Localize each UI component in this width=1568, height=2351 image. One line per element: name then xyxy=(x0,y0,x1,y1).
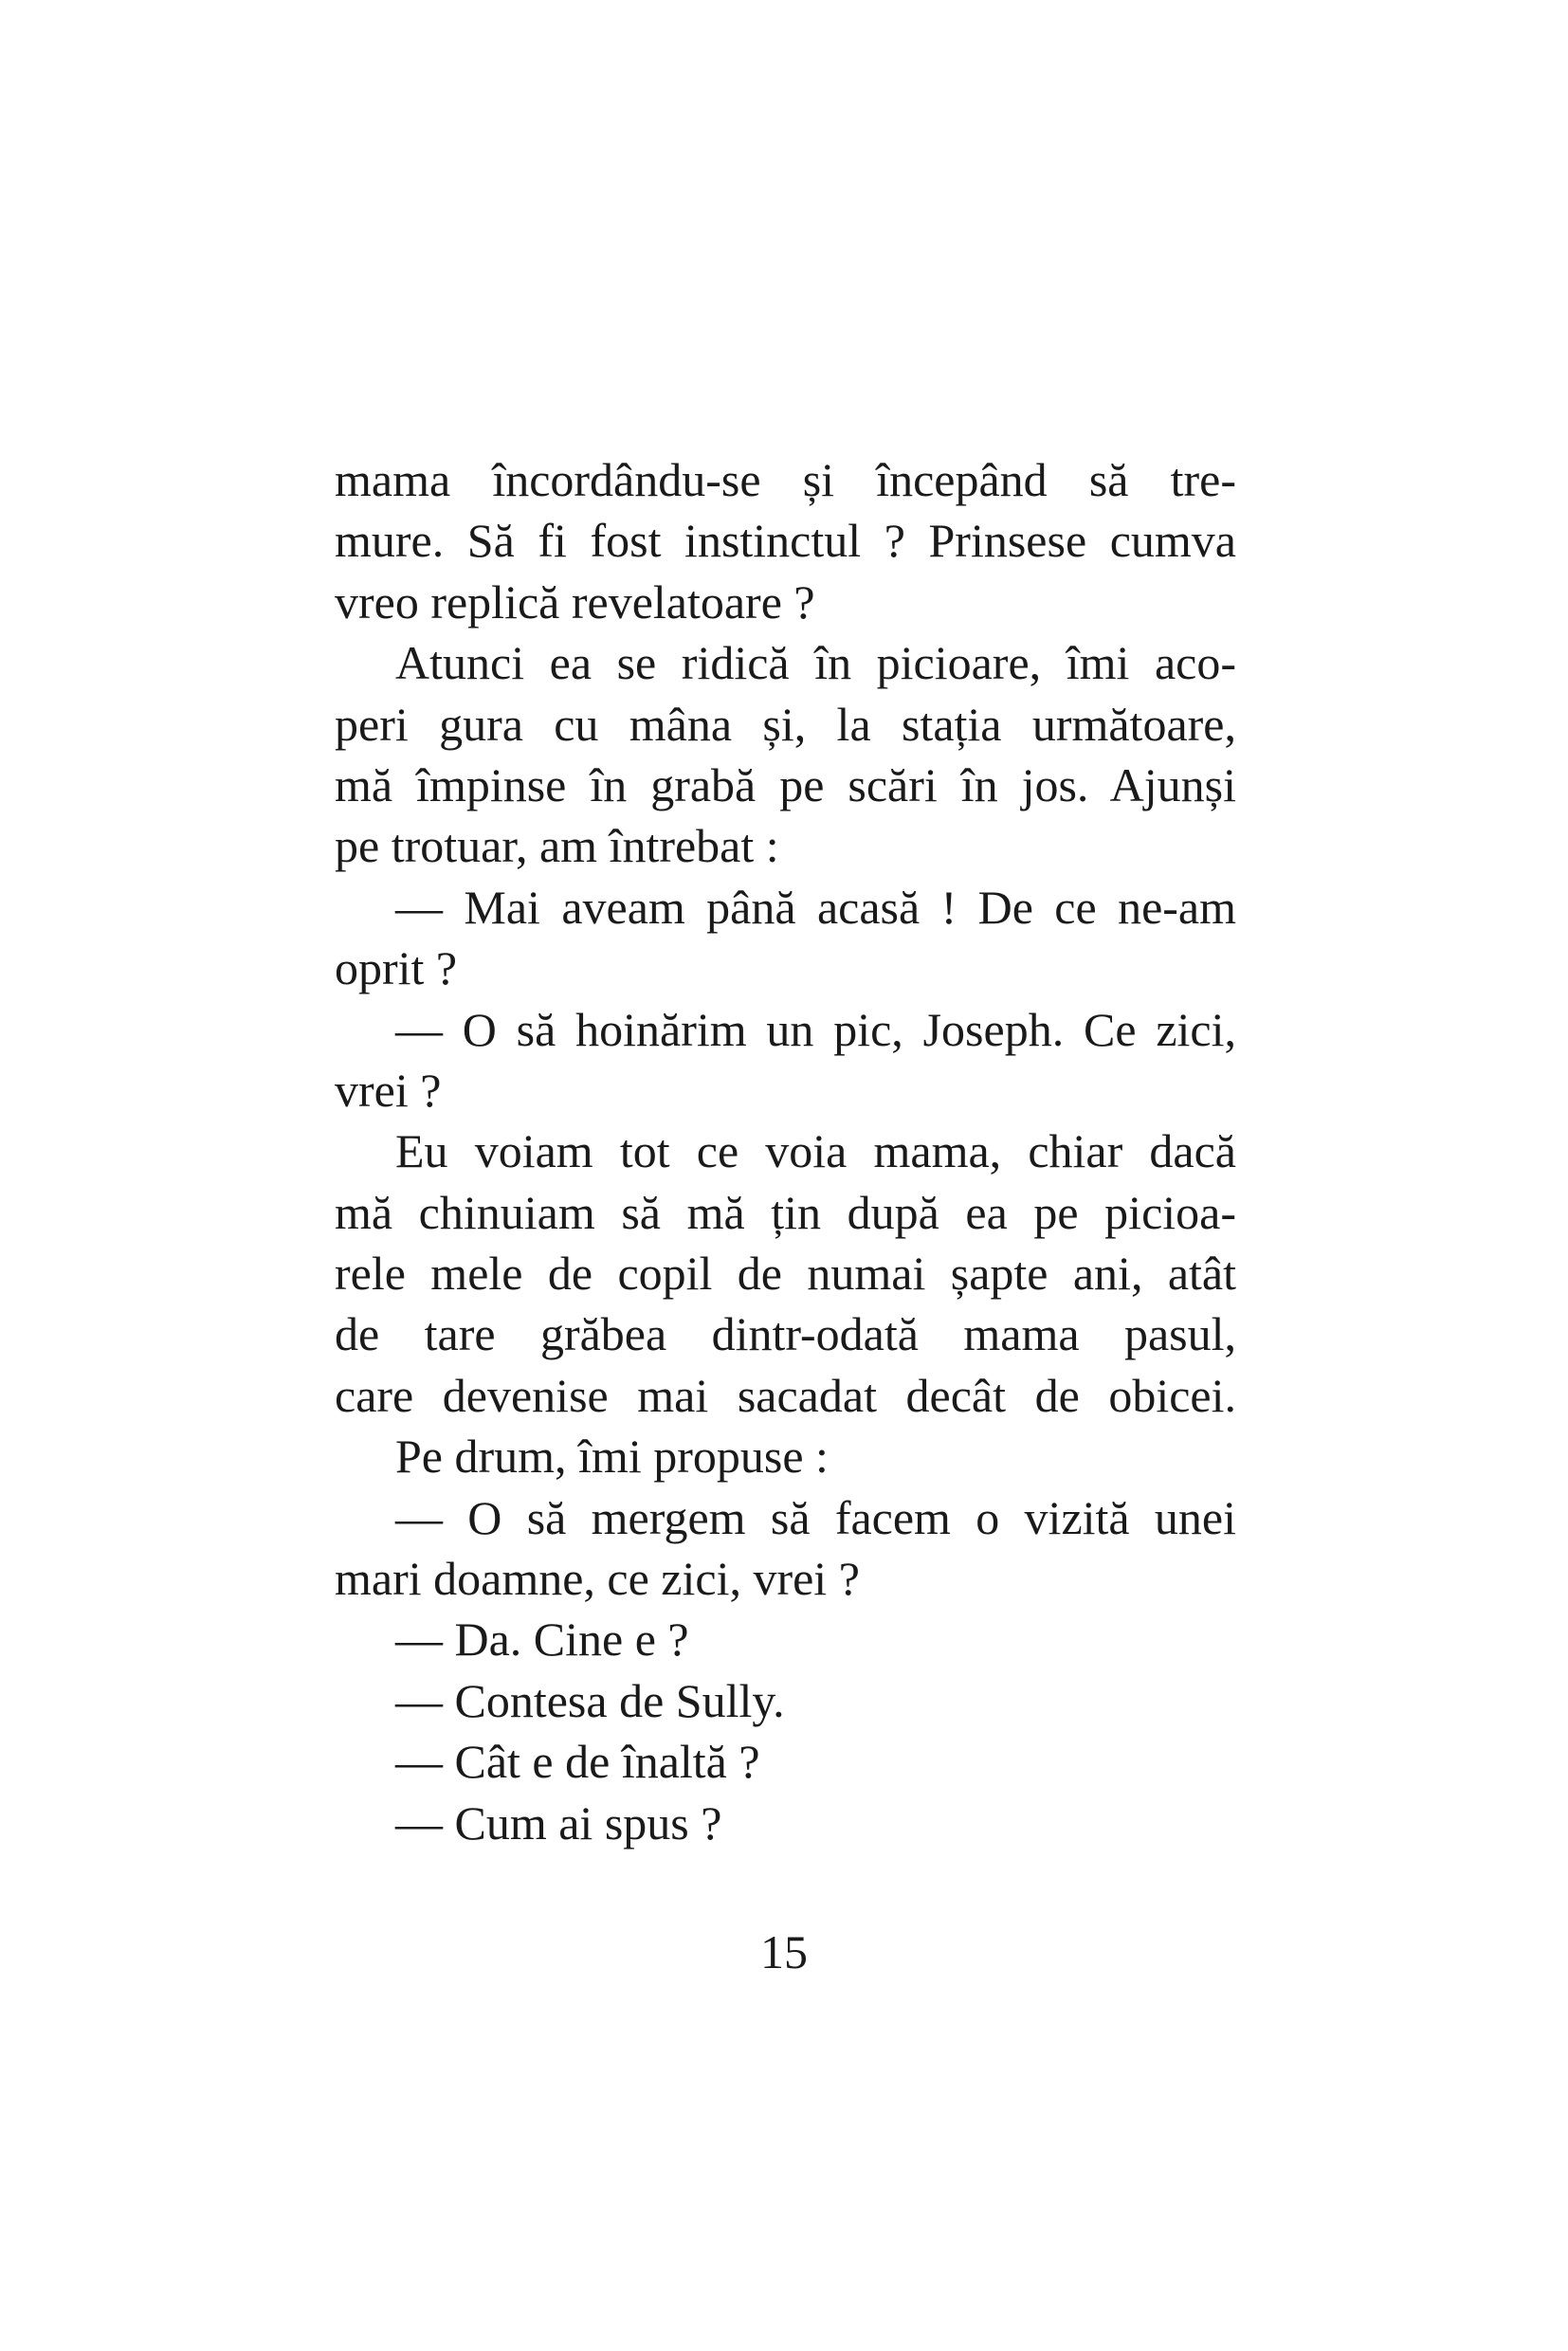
text-line: peri gura cu mâna și, la stația următoare, xyxy=(335,697,1236,751)
text-line: mă chinuiam să mă țin după ea pe picioa- xyxy=(335,1185,1236,1239)
text-line: mama încordându-se și începând să tre- xyxy=(335,453,1236,506)
text-line: — Da. Cine e ? xyxy=(395,1613,689,1667)
text-line: mă împinse în grabă pe scări în jos. Ajunși xyxy=(335,757,1236,811)
page-number: 15 xyxy=(760,1925,808,1978)
text-line: oprit ? xyxy=(335,941,458,995)
text-line: — Cum ai spus ? xyxy=(395,1795,722,1850)
text-line: — O să hoinărim un pic, Joseph. Ce zici, xyxy=(395,1002,1236,1056)
text-line: — O să mergem să facem o vizită unei xyxy=(395,1490,1236,1544)
text-line: Pe drum, îmi propuse : xyxy=(395,1430,829,1484)
text-line: — Cât e de înaltă ? xyxy=(395,1735,760,1789)
text-line: mari doamne, ce zici, vrei ? xyxy=(335,1552,860,1606)
text-line: mure. Să fi fost instinctul ? Prinsese cumva xyxy=(335,514,1236,568)
text-line: — Contesa de Sully. xyxy=(395,1673,785,1727)
text-line: care devenise mai sacadat decât de obicei. xyxy=(335,1368,1236,1422)
text-line: Eu voiam tot ce voia mama, chiar dacă xyxy=(395,1124,1236,1178)
text-line: Atunci ea se ridică în picioare, îmi aco- xyxy=(395,636,1236,690)
text-line: vrei ? xyxy=(335,1063,442,1117)
text-line: rele mele de copil de numai șapte ani, atât xyxy=(335,1247,1236,1301)
text-line: de tare grăbea dintr-odată mama pasul, xyxy=(335,1307,1236,1361)
text-line: — Mai aveam până acasă ! De ce ne-am xyxy=(395,880,1236,934)
text-line: pe trotuar, am întrebat : xyxy=(335,819,779,873)
text-line: vreo replică revelatoare ? xyxy=(335,574,815,629)
body-text xyxy=(335,449,1236,1853)
